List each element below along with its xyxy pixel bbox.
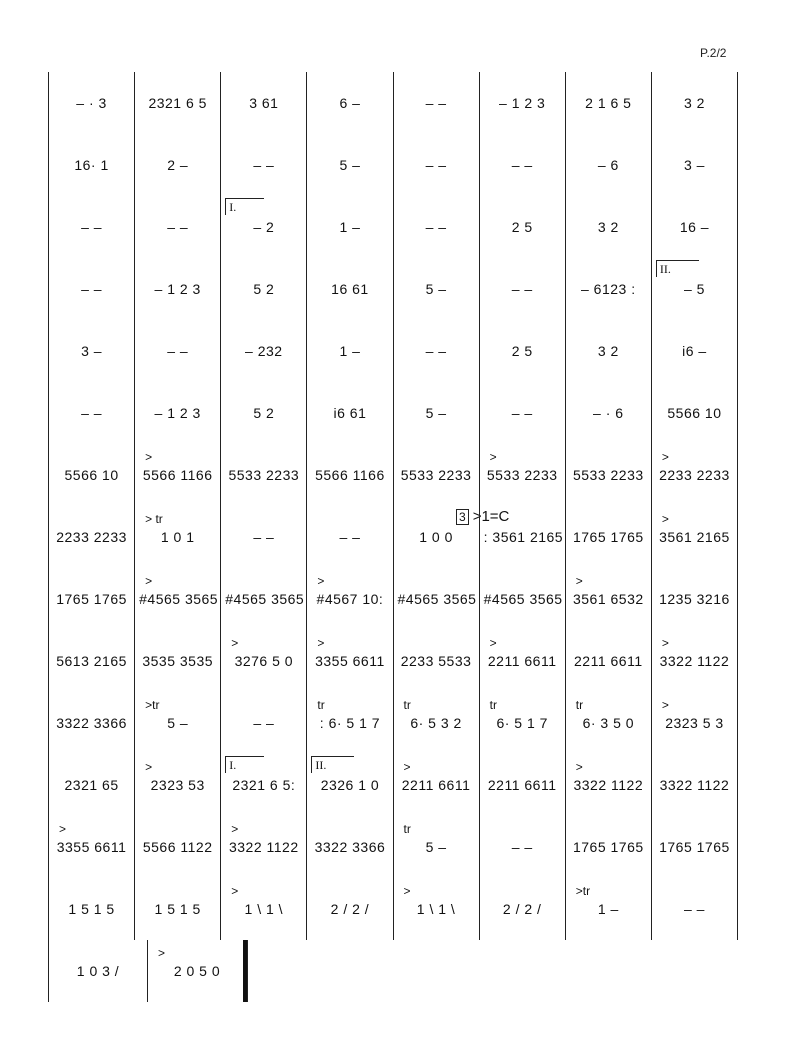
measure-notes: 1 – xyxy=(597,901,619,917)
measure-notes: – – xyxy=(425,157,447,173)
rehearsal-box: 3 xyxy=(456,509,469,525)
measure-notes: 5533 2233 xyxy=(486,467,558,483)
measure-notes: – – xyxy=(511,157,533,173)
measure xyxy=(566,506,652,568)
measure xyxy=(307,196,393,258)
measure-notes: 5566 1166 xyxy=(315,467,385,483)
staff-line xyxy=(48,816,738,878)
measure-notes: 5566 1122 xyxy=(142,839,213,855)
measure-notes: 5566 10 xyxy=(64,467,119,483)
measure-notes: – – xyxy=(339,529,361,545)
accent-mark: > xyxy=(403,884,411,898)
measure-notes: 1 – xyxy=(339,219,361,235)
staff-line xyxy=(48,444,738,506)
measure-notes: 3 – xyxy=(81,343,103,359)
measure-notes: 2 / 2 / xyxy=(330,901,370,917)
measure-notes: – – xyxy=(253,529,275,545)
measure-notes: #4565 3565 xyxy=(483,591,563,607)
measure xyxy=(49,878,135,940)
measure-notes: 2323 5 3 xyxy=(665,715,724,731)
key-signature-text: >1=C xyxy=(472,508,510,525)
measure-notes: – 1 2 3 xyxy=(154,281,201,297)
measure-notes: 2211 6611 xyxy=(487,653,557,669)
measure-notes: – – xyxy=(167,343,189,359)
measure xyxy=(221,134,307,196)
measure xyxy=(394,258,480,320)
measure-notes: – – xyxy=(683,901,705,917)
measure-notes: 3276 5 0 xyxy=(234,653,294,669)
measure-notes: 5533 2233 xyxy=(572,467,644,483)
measure xyxy=(135,754,221,816)
staff-line xyxy=(48,134,738,196)
measure xyxy=(49,258,135,320)
measure-notes: 2 5 xyxy=(511,219,533,235)
measure-notes: – – xyxy=(511,839,533,855)
measure xyxy=(652,816,737,878)
measure xyxy=(652,754,737,816)
measure-notes: 3 2 xyxy=(597,219,619,235)
measure-notes: 5 – xyxy=(425,405,447,421)
accent-mark: > xyxy=(661,636,669,650)
measure-notes: 6 – xyxy=(339,95,361,111)
accent-mark: >tr xyxy=(575,884,591,898)
accent-mark: > xyxy=(231,822,239,836)
measure-notes: i6 61 xyxy=(333,405,367,421)
measure-notes: 2321 6 5 xyxy=(148,95,207,111)
measure-notes: 1 5 1 5 xyxy=(68,901,115,917)
measure xyxy=(49,320,135,382)
accent-mark: > tr xyxy=(145,512,163,526)
measure xyxy=(307,754,393,816)
measure-notes: 1 0 1 xyxy=(160,529,195,545)
accent-mark: > xyxy=(317,574,325,588)
measure xyxy=(394,444,480,506)
staff-line xyxy=(48,72,738,134)
measure-notes: – 1 2 3 xyxy=(154,405,201,421)
measure-notes: 5 – xyxy=(167,715,189,731)
measure xyxy=(221,754,307,816)
measure-notes: 2211 6611 xyxy=(487,777,557,793)
measure xyxy=(135,258,221,320)
measure-notes: 1765 1765 xyxy=(572,529,644,545)
measure xyxy=(394,72,480,134)
measure xyxy=(221,506,307,568)
accent-mark: > xyxy=(489,450,497,464)
measure xyxy=(307,134,393,196)
measure-notes: 3322 1122 xyxy=(573,777,644,793)
volta-ending-label: I. xyxy=(225,756,264,773)
accent-mark: > xyxy=(489,636,497,650)
measure xyxy=(221,444,307,506)
measure xyxy=(135,878,221,940)
measure xyxy=(49,816,135,878)
measure-notes: 3322 1122 xyxy=(228,839,299,855)
measure xyxy=(135,630,221,692)
final-barline xyxy=(243,940,247,1002)
measure xyxy=(135,382,221,444)
measure xyxy=(221,692,307,754)
measure xyxy=(221,816,307,878)
accent-mark: > xyxy=(158,946,166,960)
measure-notes: 1235 3216 xyxy=(659,591,730,607)
measure-notes: 1765 1765 xyxy=(659,839,730,855)
measure xyxy=(480,72,566,134)
measure-notes: 5 2 xyxy=(253,405,275,421)
accent-mark: > xyxy=(661,450,669,464)
measure xyxy=(480,568,566,630)
measure xyxy=(394,506,480,568)
measure xyxy=(652,630,737,692)
measure xyxy=(652,692,737,754)
measure xyxy=(652,196,737,258)
measure xyxy=(394,382,480,444)
accent-mark: tr xyxy=(575,698,584,712)
measure-notes: 3535 3535 xyxy=(142,653,214,669)
staff-line xyxy=(48,196,738,258)
measure xyxy=(394,196,480,258)
measure-notes: 1765 1765 xyxy=(572,839,644,855)
staff-line xyxy=(48,506,738,568)
measure xyxy=(566,196,652,258)
measure xyxy=(652,258,737,320)
measure xyxy=(480,196,566,258)
measure-notes: 2 0 5 0 xyxy=(173,963,221,979)
measure-notes: – – xyxy=(511,405,533,421)
measure xyxy=(394,320,480,382)
measure xyxy=(480,878,566,940)
staff-line xyxy=(48,382,738,444)
accent-mark: > xyxy=(661,512,669,526)
measure xyxy=(480,258,566,320)
measure-notes: 2211 6611 xyxy=(401,777,471,793)
measure-notes: 2323 53 xyxy=(150,777,205,793)
measure-notes: 5 – xyxy=(425,281,447,297)
measure-notes: 3 61 xyxy=(249,95,279,111)
measure xyxy=(566,568,652,630)
measure xyxy=(135,506,221,568)
measure-notes: – – xyxy=(511,281,533,297)
measure-notes: 3355 6611 xyxy=(315,653,385,669)
measure-notes: 3 2 xyxy=(597,343,619,359)
measure xyxy=(566,72,652,134)
staff-line xyxy=(48,258,738,320)
measure xyxy=(394,630,480,692)
measure-notes: 5566 10 xyxy=(667,405,722,421)
measure-notes: 3 – xyxy=(683,157,705,173)
measure xyxy=(480,382,566,444)
staff-line xyxy=(48,320,738,382)
measure xyxy=(480,692,566,754)
measure xyxy=(566,630,652,692)
measure-notes: 16 – xyxy=(679,219,710,235)
measure-notes: i6 – xyxy=(682,343,707,359)
measure-notes: 3322 1122 xyxy=(659,653,730,669)
measure xyxy=(49,72,135,134)
measure xyxy=(566,382,652,444)
measure-notes: #4565 3565 xyxy=(139,591,219,607)
measure-notes: 5613 2165 xyxy=(56,653,127,669)
measure xyxy=(49,692,135,754)
measure-notes: 5533 2233 xyxy=(400,467,472,483)
measure xyxy=(652,320,737,382)
accent-mark: > xyxy=(575,574,583,588)
volta-ending-label: I. xyxy=(225,198,264,215)
measure xyxy=(307,692,393,754)
accent-mark: tr xyxy=(403,698,411,712)
measure xyxy=(135,72,221,134)
measure xyxy=(566,692,652,754)
staff-line xyxy=(48,568,738,630)
measure-notes: 1765 1765 xyxy=(56,591,127,607)
measure xyxy=(221,72,307,134)
accent-mark: > xyxy=(661,698,669,712)
measure-notes: 3322 1122 xyxy=(659,777,730,793)
accent-mark: > xyxy=(317,636,325,650)
measure xyxy=(566,258,652,320)
measure xyxy=(307,382,393,444)
measure-notes: 2 1 6 5 xyxy=(585,95,632,111)
measure-notes: 2 – xyxy=(167,157,189,173)
staff-line xyxy=(48,940,248,1002)
measure xyxy=(394,754,480,816)
measure-notes: 5566 1166 xyxy=(142,467,213,483)
measure xyxy=(652,878,737,940)
measure-notes: 3 2 xyxy=(683,95,705,111)
score-sheet xyxy=(48,72,738,1002)
measure xyxy=(49,940,148,1002)
measure xyxy=(221,196,307,258)
measure xyxy=(135,816,221,878)
staff-line xyxy=(48,878,738,940)
measure-notes: 2 / 2 / xyxy=(502,901,542,917)
measure-notes: – 1 2 3 xyxy=(499,95,546,111)
measure xyxy=(135,692,221,754)
measure xyxy=(221,568,307,630)
measure-notes: 1 \ 1 \ xyxy=(416,901,456,917)
measure-notes: 2321 65 xyxy=(64,777,119,793)
measure xyxy=(480,134,566,196)
measure xyxy=(135,444,221,506)
measure-notes: – – xyxy=(81,219,103,235)
measure xyxy=(394,568,480,630)
measure xyxy=(49,568,135,630)
measure-notes: 2321 6 5: xyxy=(232,777,296,793)
measure xyxy=(307,320,393,382)
measure xyxy=(566,816,652,878)
measure-notes: – 6123 : xyxy=(581,281,636,297)
measure-notes: – · 3 xyxy=(76,95,107,111)
measure-notes: 1 0 0 xyxy=(419,529,453,545)
measure-notes: 5 – xyxy=(339,157,361,173)
measure-notes: 5 – xyxy=(425,839,447,855)
accent-mark: > xyxy=(145,450,153,464)
measure xyxy=(148,940,247,1002)
measure xyxy=(49,382,135,444)
measure-notes: : 3561 2165 xyxy=(483,529,564,545)
measure-notes: 6· 3 5 0 xyxy=(582,715,635,731)
measure xyxy=(566,134,652,196)
measure-notes: 2 5 xyxy=(511,343,533,359)
measure-notes: #4565 3565 xyxy=(225,591,305,607)
accent-mark: tr xyxy=(317,698,325,712)
measure xyxy=(566,754,652,816)
measure xyxy=(307,816,393,878)
measure-notes: – – xyxy=(81,281,103,297)
measure-notes: – – xyxy=(425,219,447,235)
measure-notes: 5 2 xyxy=(253,281,275,297)
measure-notes: – – xyxy=(81,405,103,421)
accent-mark: > xyxy=(145,574,153,588)
measure xyxy=(307,72,393,134)
measure-notes: 6· 5 1 7 xyxy=(496,715,548,731)
measure-notes: – 2 xyxy=(253,219,275,235)
measure xyxy=(652,134,737,196)
measure xyxy=(307,878,393,940)
volta-ending-label: II. xyxy=(656,260,699,277)
accent-mark: tr xyxy=(489,698,497,712)
measure xyxy=(221,878,307,940)
staff-line xyxy=(48,692,738,754)
measure xyxy=(49,196,135,258)
staff-line xyxy=(48,754,738,816)
measure-notes: 1 0 3 / xyxy=(76,963,120,979)
measure xyxy=(652,72,737,134)
measure-notes: 3355 6611 xyxy=(56,839,127,855)
measure xyxy=(394,692,480,754)
measure xyxy=(49,444,135,506)
measure-notes: 3561 6532 xyxy=(572,591,644,607)
measure-notes: #4567 10: xyxy=(316,591,384,607)
measure-notes: 3561 2165 xyxy=(659,529,730,545)
measure-notes: – – xyxy=(425,343,447,359)
measure xyxy=(480,754,566,816)
measure-notes: : 6· 5 1 7 xyxy=(319,715,381,731)
measure xyxy=(49,754,135,816)
measure-notes: 2233 2233 xyxy=(659,467,730,483)
measure-notes: 16 61 xyxy=(331,281,369,297)
measure-notes: – 5 xyxy=(683,281,705,297)
measure-notes: – – xyxy=(425,95,447,111)
measure xyxy=(480,816,566,878)
measure-notes: – 232 xyxy=(245,343,283,359)
measure-notes: 1 – xyxy=(339,343,361,359)
measure xyxy=(566,320,652,382)
measure-notes: 2211 6611 xyxy=(574,653,643,669)
measure-notes: #4565 3565 xyxy=(397,591,477,607)
measure-notes: – 6 xyxy=(597,157,619,173)
staff-line xyxy=(48,630,738,692)
measure xyxy=(221,320,307,382)
measure xyxy=(307,568,393,630)
measure xyxy=(566,444,652,506)
measure xyxy=(307,444,393,506)
measure-notes: 3322 3366 xyxy=(314,839,386,855)
measure xyxy=(135,196,221,258)
measure xyxy=(221,630,307,692)
volta-ending-label: II. xyxy=(311,756,354,773)
accent-mark: > xyxy=(59,822,67,836)
measure xyxy=(307,506,393,568)
measure-notes: 2326 1 0 xyxy=(320,777,380,793)
measure xyxy=(135,568,221,630)
measure xyxy=(307,258,393,320)
measure-notes: 16· 1 xyxy=(74,157,109,173)
page-number: P.2/2 xyxy=(700,46,727,60)
measure xyxy=(394,878,480,940)
accent-mark: > xyxy=(403,760,411,774)
measure xyxy=(652,506,737,568)
accent-mark: > xyxy=(231,884,239,898)
measure xyxy=(652,382,737,444)
measure xyxy=(49,134,135,196)
measure xyxy=(221,258,307,320)
measure xyxy=(49,506,135,568)
measure-notes: 5533 2233 xyxy=(228,467,300,483)
measure xyxy=(135,320,221,382)
accent-mark: > xyxy=(145,760,153,774)
measure-notes: – · 6 xyxy=(593,405,624,421)
measure xyxy=(652,568,737,630)
measure xyxy=(480,444,566,506)
measure xyxy=(480,630,566,692)
measure-notes: – – xyxy=(253,715,275,731)
accent-mark: > xyxy=(575,760,583,774)
measure-notes: 1 \ 1 \ xyxy=(244,901,284,917)
measure-notes: 1 5 1 5 xyxy=(154,901,201,917)
measure-notes: 2233 2233 xyxy=(56,529,127,545)
measure-notes: – – xyxy=(253,157,275,173)
accent-mark: tr xyxy=(403,822,411,836)
accent-mark: > xyxy=(231,636,239,650)
measure xyxy=(394,816,480,878)
measure xyxy=(566,878,652,940)
measure-notes: 3322 3366 xyxy=(56,715,127,731)
measure-notes: 6· 5 3 2 xyxy=(410,715,462,731)
measure xyxy=(394,134,480,196)
measure xyxy=(480,506,566,568)
measure xyxy=(480,320,566,382)
measure xyxy=(135,134,221,196)
measure xyxy=(221,382,307,444)
measure-notes: 2233 5533 xyxy=(400,653,472,669)
measure xyxy=(307,630,393,692)
measure xyxy=(652,444,737,506)
accent-mark: >tr xyxy=(145,698,160,712)
measure xyxy=(49,630,135,692)
measure-notes: – – xyxy=(167,219,189,235)
